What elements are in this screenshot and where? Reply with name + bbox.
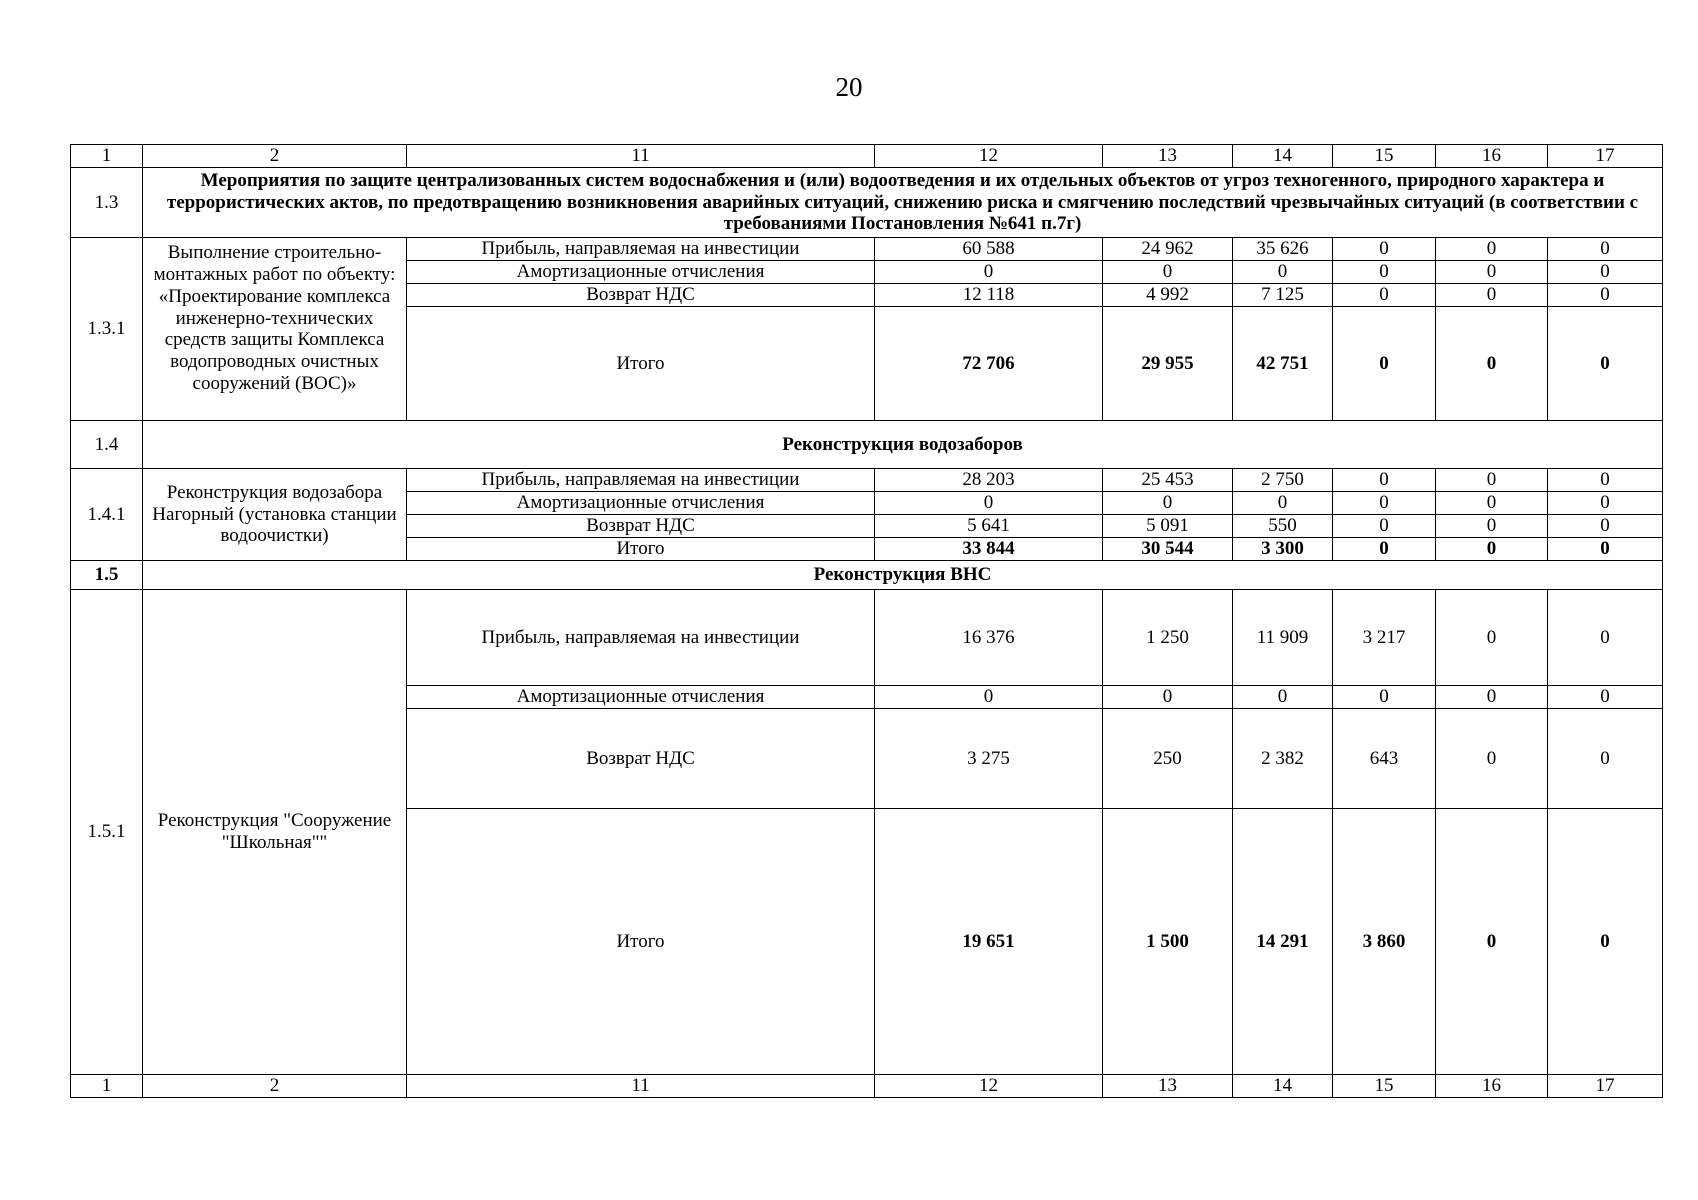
cell-value: 0: [1333, 261, 1436, 284]
table-row: [71, 590, 1663, 686]
column-header: 12: [875, 145, 1103, 168]
cell-value: 0: [1436, 238, 1548, 261]
total-value: 29 955: [1103, 307, 1233, 421]
row-label: Возврат НДС: [407, 709, 875, 809]
cell-value: 1 250: [1103, 590, 1233, 686]
column-header: 14: [1233, 145, 1333, 168]
row-label: Итого: [407, 809, 875, 1075]
column-footer-row: [71, 1075, 1663, 1098]
cell-value: 0: [1436, 515, 1548, 538]
cell-value: 35 626: [1233, 238, 1333, 261]
item-number: 1.4.1: [71, 469, 143, 561]
column-header: 13: [1103, 145, 1233, 168]
column-header: 1: [71, 1075, 143, 1098]
column-header: 16: [1436, 1075, 1548, 1098]
cell-value: 0: [1103, 492, 1233, 515]
item-description: Выполнение строительно-монтажных работ по объекту: «Проектирование комплекса инженерно-технических средств защиты Комплекса водопроводных очистных сооружений (ВОС)»: [143, 238, 407, 421]
cell-value: 5 641: [875, 515, 1103, 538]
cell-value: 0: [1436, 709, 1548, 809]
cell-value: 24 962: [1103, 238, 1233, 261]
row-label: Амортизационные отчисления: [407, 686, 875, 709]
cell-value: 25 453: [1103, 469, 1233, 492]
total-value: 0: [1548, 307, 1663, 421]
total-value: 30 544: [1103, 538, 1233, 561]
total-value: 1 500: [1103, 809, 1233, 1075]
section-row: [71, 561, 1663, 590]
total-value: 72 706: [875, 307, 1103, 421]
cell-value: 0: [1436, 469, 1548, 492]
cell-value: 0: [1333, 515, 1436, 538]
section-title: Реконструкция водозаборов: [143, 421, 1663, 469]
cell-value: 5 091: [1103, 515, 1233, 538]
cell-value: 550: [1233, 515, 1333, 538]
total-value: 0: [1333, 307, 1436, 421]
cell-value: 7 125: [1233, 284, 1333, 307]
table-row: [71, 238, 1663, 261]
item-number: 1.3.1: [71, 238, 143, 421]
table-row: [71, 469, 1663, 492]
column-header: 17: [1548, 145, 1663, 168]
row-label: Итого: [407, 538, 875, 561]
cell-value: 3 275: [875, 709, 1103, 809]
cell-value: 0: [1548, 284, 1663, 307]
column-header: 14: [1233, 1075, 1333, 1098]
cell-value: 0: [1548, 590, 1663, 686]
column-header: 15: [1333, 1075, 1436, 1098]
cell-value: 0: [1436, 686, 1548, 709]
cell-value: 0: [875, 686, 1103, 709]
cell-value: 0: [1548, 515, 1663, 538]
cell-value: 0: [1436, 284, 1548, 307]
total-value: 14 291: [1233, 809, 1333, 1075]
row-label: Прибыль, направляемая на инвестиции: [407, 469, 875, 492]
cell-value: 0: [1233, 686, 1333, 709]
row-label: Прибыль, направляемая на инвестиции: [407, 590, 875, 686]
investment-table: [70, 144, 1663, 1098]
cell-value: 0: [1103, 686, 1233, 709]
total-value: 33 844: [875, 538, 1103, 561]
section-number: 1.4: [71, 421, 143, 469]
column-header-row: [71, 145, 1663, 168]
total-value: 0: [1333, 538, 1436, 561]
cell-value: 0: [1548, 686, 1663, 709]
cell-value: 0: [1333, 686, 1436, 709]
cell-value: 643: [1333, 709, 1436, 809]
section-number: 1.3: [71, 168, 143, 238]
cell-value: 0: [1548, 261, 1663, 284]
total-value: 3 860: [1333, 809, 1436, 1075]
total-value: 0: [1436, 307, 1548, 421]
column-header: 2: [143, 1075, 407, 1098]
cell-value: 2 382: [1233, 709, 1333, 809]
column-header: 15: [1333, 145, 1436, 168]
column-header: 11: [407, 1075, 875, 1098]
section-title: Мероприятия по защите централизованных систем водоснабжения и (или) водоотведения и их отдельных объектов от угроз техногенного, природного характера и террористических актов, по предотвращению возникновения аварийных ситуаций, снижению риска и смягчению последствий чрезвычайных ситуаций (в соответствии с требованиями Постановления №641 п.7г): [143, 168, 1663, 238]
cell-value: 0: [1436, 261, 1548, 284]
cell-value: 3 217: [1333, 590, 1436, 686]
cell-value: 16 376: [875, 590, 1103, 686]
cell-value: 0: [1548, 238, 1663, 261]
cell-value: 0: [1233, 492, 1333, 515]
row-label: Прибыль, направляемая на инвестиции: [407, 238, 875, 261]
cell-value: 0: [1436, 590, 1548, 686]
cell-value: 28 203: [875, 469, 1103, 492]
row-label: Амортизационные отчисления: [407, 261, 875, 284]
row-label: Итого: [407, 307, 875, 421]
cell-value: 60 588: [875, 238, 1103, 261]
row-label: Амортизационные отчисления: [407, 492, 875, 515]
section-row: [71, 421, 1663, 469]
item-description: Реконструкция водозабора Нагорный (установка станции водоочистки): [143, 469, 407, 561]
total-value: 0: [1548, 809, 1663, 1075]
cell-value: 0: [875, 492, 1103, 515]
cell-value: 0: [1233, 261, 1333, 284]
total-value: 0: [1548, 538, 1663, 561]
column-header: 12: [875, 1075, 1103, 1098]
cell-value: 0: [1333, 469, 1436, 492]
section-number: 1.5: [71, 561, 143, 590]
cell-value: 0: [1548, 469, 1663, 492]
section-row: [71, 168, 1663, 238]
cell-value: 0: [1333, 238, 1436, 261]
column-header: 11: [407, 145, 875, 168]
item-description: Реконструкция "Сооружение "Школьная"": [143, 590, 407, 1075]
page-number: 20: [835, 72, 863, 102]
cell-value: 0: [1548, 709, 1663, 809]
cell-value: 0: [1436, 492, 1548, 515]
column-header: 17: [1548, 1075, 1663, 1098]
row-label: Возврат НДС: [407, 284, 875, 307]
column-header: 1: [71, 145, 143, 168]
cell-value: 0: [1103, 261, 1233, 284]
item-number: 1.5.1: [71, 590, 143, 1075]
cell-value: 12 118: [875, 284, 1103, 307]
section-title: Реконструкция ВНС: [143, 561, 1663, 590]
cell-value: 0: [875, 261, 1103, 284]
cell-value: 0: [1548, 492, 1663, 515]
cell-value: 11 909: [1233, 590, 1333, 686]
total-value: 0: [1436, 538, 1548, 561]
total-value: 19 651: [875, 809, 1103, 1075]
total-value: 3 300: [1233, 538, 1333, 561]
row-label: Возврат НДС: [407, 515, 875, 538]
column-header: 2: [143, 145, 407, 168]
cell-value: 2 750: [1233, 469, 1333, 492]
cell-value: 4 992: [1103, 284, 1233, 307]
column-header: 16: [1436, 145, 1548, 168]
total-value: 0: [1436, 809, 1548, 1075]
cell-value: 0: [1333, 284, 1436, 307]
cell-value: 250: [1103, 709, 1233, 809]
cell-value: 0: [1333, 492, 1436, 515]
total-value: 42 751: [1233, 307, 1333, 421]
column-header: 13: [1103, 1075, 1233, 1098]
